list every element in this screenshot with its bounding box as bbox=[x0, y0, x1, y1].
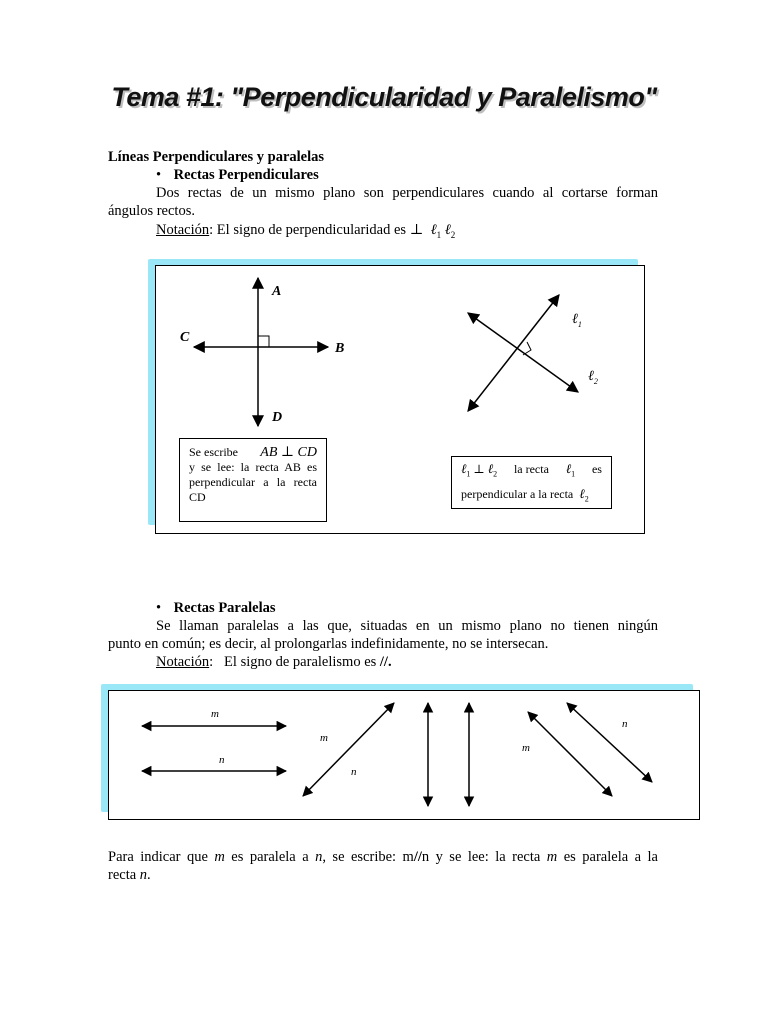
label-l2-letter: ℓ bbox=[588, 369, 594, 384]
line-diagonal-mn bbox=[303, 703, 394, 796]
info2-perp: ⊥ bbox=[473, 462, 485, 476]
closing-sym: // bbox=[413, 849, 422, 865]
label-l2-sub: 2 bbox=[593, 376, 598, 386]
perp-def-line1: Dos rectas de un mismo plano son perpendiculares cuando al cortarse forman bbox=[156, 185, 658, 201]
label-l1-letter: ℓ bbox=[572, 312, 578, 327]
page-title: Tema #1: "Perpendicularidad y Paralelismo" bbox=[111, 82, 657, 112]
closing-p3: , se escribe: m bbox=[322, 849, 414, 865]
closing-p4: n y se lee: la recta bbox=[421, 849, 547, 865]
closing-m2: m bbox=[546, 849, 558, 865]
closing-line2 bbox=[108, 866, 151, 884]
par-def-line2: punto en común; es decir, al prolongarlas indefinidamente, no se intersecan. bbox=[108, 636, 549, 652]
info-line4: CD bbox=[189, 490, 206, 504]
closing-p5: es paralela a la bbox=[557, 849, 658, 865]
label-B: B bbox=[335, 341, 345, 356]
info2-l1-sub: 1 bbox=[466, 469, 471, 479]
par-def-line1: Se llaman paralelas a las que, situadas en un mismo plano no tienen ningún bbox=[156, 618, 658, 634]
info-formula: AB ⊥ CD bbox=[260, 445, 317, 460]
info2-mid-es: es bbox=[591, 462, 602, 476]
closing-line2-b: . bbox=[147, 867, 151, 883]
info-intro: Se escribe bbox=[189, 445, 238, 459]
closing-line2-n: n bbox=[139, 867, 148, 883]
info2-l2: ℓ bbox=[487, 461, 494, 476]
line-diag-n bbox=[567, 703, 652, 782]
notation-l2: ℓ bbox=[444, 222, 451, 238]
line-diag-m bbox=[528, 712, 612, 796]
bullet-icon: • bbox=[156, 167, 162, 183]
perp-symbol: ⊥ bbox=[409, 222, 424, 238]
label-A: A bbox=[272, 284, 282, 299]
info2-mid-l-sub: 1 bbox=[571, 469, 576, 479]
par-heading: Rectas Paralelas bbox=[173, 600, 276, 616]
label-n-1: n bbox=[219, 754, 225, 766]
bullet-icon-2: • bbox=[156, 600, 162, 616]
info2-line2-l: ℓ bbox=[579, 486, 585, 502]
label-D: D bbox=[272, 410, 283, 425]
notation-l1: ℓ bbox=[430, 222, 437, 238]
notation-l1-sub: 1 bbox=[436, 229, 442, 240]
par-notation-label: Notación bbox=[156, 654, 210, 670]
info2-mid-text: la recta bbox=[513, 462, 549, 476]
label-l1-sub: 1 bbox=[577, 319, 582, 329]
info2-line2-l-sub: 2 bbox=[584, 494, 589, 504]
label-C: C bbox=[180, 330, 190, 345]
label-n-2: n bbox=[351, 766, 357, 778]
label-m-1: m bbox=[211, 708, 219, 720]
perp-def-line2: ángulos rectos. bbox=[108, 203, 195, 219]
parallel-symbol: //. bbox=[379, 654, 392, 670]
notation-l2-sub: 2 bbox=[450, 229, 456, 240]
info2-mid-l-letter: ℓ bbox=[565, 461, 572, 476]
info2-line2-text: perpendicular a la recta bbox=[461, 487, 574, 502]
info-line3: perpendicular a la recta bbox=[189, 475, 317, 489]
perp-heading: Rectas Perpendiculares bbox=[173, 167, 319, 183]
label-n-3: n bbox=[622, 718, 628, 730]
closing-p1: Para indicar que bbox=[108, 849, 215, 865]
notation-text: : El signo de perpendicularidad es bbox=[209, 222, 410, 238]
closing-n: n bbox=[315, 849, 323, 865]
label-m-3: m bbox=[522, 742, 530, 754]
par-notation-text: : El signo de paralelismo es bbox=[209, 654, 380, 670]
notation-label: Notación bbox=[156, 222, 210, 238]
info2-l1: ℓ bbox=[461, 461, 467, 476]
section-heading: Líneas Perpendiculares y paralelas bbox=[108, 149, 325, 165]
closing-p2: es paralela a bbox=[224, 849, 316, 865]
info-line2: y se lee: la recta AB es bbox=[189, 460, 317, 474]
closing-line1 bbox=[108, 848, 658, 866]
closing-line2-a: recta bbox=[108, 867, 140, 883]
label-m-2: m bbox=[320, 732, 328, 744]
closing-m: m bbox=[214, 849, 225, 865]
info2-l2-sub: 2 bbox=[493, 469, 498, 479]
